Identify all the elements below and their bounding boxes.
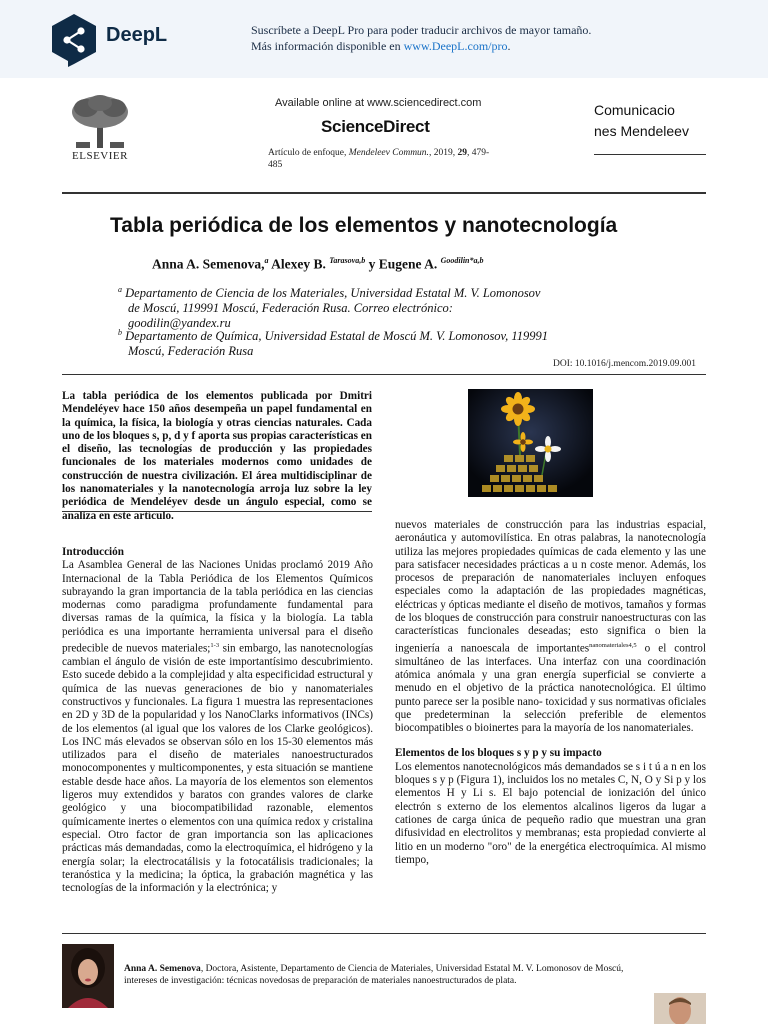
- citation-ref-1-3[interactable]: 1-3: [210, 642, 220, 650]
- affiliation-a: [118, 282, 638, 331]
- journal-name: [594, 100, 706, 155]
- publisher-name: ELSEVIER: [72, 150, 128, 162]
- author-3-affil: Goodilin*a,b: [440, 256, 484, 265]
- promo-line-2-suffix: .: [507, 39, 511, 53]
- deepl-pro-link[interactable]: www.DeepL.com/pro: [403, 39, 508, 53]
- affiliation-a-mark: a: [118, 285, 122, 294]
- author-email[interactable]: goodilin@yandex.ru: [128, 316, 231, 331]
- bio-author-text: , Doctora, Asistente, Departamento de Ciencia de Materiales, Universidad Estatal M. V. Lomonosov de Moscú, intereses de investigación: técnicas novedosas de preparación de materiales nanoestructurados de plata.: [124, 964, 624, 986]
- abstract-text: La tabla periódica de los elementos publicada por Dmitri Mendeléyev hace 150 años desempeña un papel fundamental en la química, la física, la biología y otras ciencias naturales. Cada uno de los bloques s, p, d y f aporta sus propias características en el diseño, las tecnologías de producción y las propiedades funcionales de los materiales modernos como unidades de construcción de nuestra civilización. El área multidisciplinar de los nanomateriales y la nanotecnología arroja luz sobre la ley periódica de Mendeléyev desde un ángulo especial, como se analiza en este artículo.: [62, 390, 372, 522]
- author-1-affil: a: [264, 256, 269, 265]
- promo-line-2-prefix: Más información disponible en: [251, 39, 404, 53]
- intro-text-part-1: La Asamblea General de las Naciones Unidas proclamó 2019 Año Internacional de la Tabla Periódica de los Elementos Químicos subrayando la gran importancia de la tabla periódica en las ciencias modernas como paradigma profundamente fundamental para diversas ramas de la química, la física y la biología. La tabla periódica es una importante herramienta universal para el diseño predecible de nuevos materiales;: [62, 559, 373, 655]
- affiliation-a-line-1: Departamento de Ciencia de los Materiales, Universidad Estatal M. V. Lomonosov: [125, 286, 541, 301]
- continuation-text-part-2: o el control simultáneo de las interfaces. Una interfaz con una coordinación atómica anómala y una gran energía superficial se convierte a menudo en el objetivo de la práctica nanotecnológica. El último punto parece ser la posible nano- toxicidad y sus normativas oficiales que predeterminan la selección preferible de elementos biocompatibles o bioinertes para la mayoría de los nanomateriales.: [395, 642, 706, 735]
- citation-year: , 2019,: [428, 148, 458, 158]
- sunflower-periodic-table-icon: [468, 389, 593, 497]
- citation-prefix: Artículo de enfoque,: [268, 148, 349, 158]
- sp-block-heading: Elementos de los bloques s y p y su impacto: [395, 747, 602, 760]
- footer-divider: [62, 933, 706, 934]
- affiliation-a-line-2: de Moscú, 119991 Moscú, Federación Rusa. Correo electrónico:: [128, 301, 453, 316]
- citation-journal: Mendeleev Commun.: [348, 148, 429, 158]
- introduction-paragraph: [62, 559, 373, 895]
- author-photo-semenova: [62, 944, 114, 1008]
- journal-name-line-1: Comunicacio: [594, 102, 675, 118]
- sciencedirect-logo: ScienceDirect: [321, 117, 430, 136]
- author-2: Alexey B.: [268, 256, 330, 272]
- available-online[interactable]: Available online at www.sciencedirect.com: [275, 97, 482, 109]
- abstract-bottom-divider: [62, 511, 372, 512]
- intro-text-part-2: sin embargo, las nanotecnologías cambian el ángulo de visión de este importantísimo descubrimiento. Esto sucede debido a la complejidad y alta especificidad estructural y química de las nuevas generaciones de bio y nanomateriales constructivos y funcionales. La figura 1 muestra las representaciones en 2D y 3D de la popularidad y los NanoClarks informativos (INCs) de los elementos (al igual que los valores de los Clarke geológicos). Los INC más elevados se observan sólo en los 15-30 elementos más utilizados para el diseño de materiales nanoestructurados monocomponentes y multicomponentes, y esta situación se mantiene estable desde hace años. La mayoría de los elementos son elementos ligeros muy extendidos y baratos con grandes valores de clarke geológico y una biocompatibilidad razonable, elementos químicamente inertes o elementos con una química redox y cristalina especial. Otro factor de gran importancia son las aplicaciones prácticas más demandadas, como la electroquímica, el hidrógeno y la energía solar; la electrocatálisis y la fotocatálisis tradicionales; la teranóstica y la medicina; la óptica, la grabación magnética y las tecnologías de la información y la electrónica; y: [62, 642, 373, 895]
- author-list: [152, 256, 484, 273]
- header-divider: [62, 192, 706, 194]
- citation-volume: 29: [457, 148, 467, 158]
- deepl-logo-icon[interactable]: [48, 12, 100, 68]
- deepl-banner: [0, 0, 768, 78]
- affiliation-b-line-2: Moscú, Federación Rusa: [128, 344, 254, 359]
- author-portrait-icon: [654, 993, 706, 1024]
- author-2-affil: Tarasova,b: [329, 256, 366, 265]
- deepl-brand[interactable]: DeepL: [106, 24, 168, 46]
- author-portrait-icon: [62, 944, 114, 1008]
- citation: [268, 147, 503, 171]
- promo-line-1: Suscríbete a DeepL Pro para poder traducir archivos de mayor tamaño.: [251, 23, 592, 37]
- body-column-right: [395, 519, 706, 867]
- promo-text: [251, 22, 591, 54]
- graphical-abstract-image: [468, 389, 593, 497]
- elsevier-tree-logo-icon: [66, 94, 134, 150]
- author-bio: [124, 963, 644, 987]
- sp-block-paragraph: Los elementos nanotecnológicos más demandados se s i t ú a n en los bloques s y p (Figura 1), incluidos los no metales C, N, O y Si p y los elementos H y Li s. El bajo potencial de ionización del único electrón s externo de los elementos alcalinos ligeros da lugar a cationes de carga única de pequeño radio que muestran una gran difusividad en electrolitos y membranas; esta propiedad convierte al litio en un moderno "oro" de la energética electroquímica. Al mismo tiempo,: [395, 760, 706, 866]
- body-column-left: [62, 546, 373, 895]
- journal-name-line-2: nes Mendeleev: [594, 123, 689, 139]
- introduction-heading: Introducción: [62, 546, 124, 558]
- bio-author-name: Anna A. Semenova: [124, 964, 201, 974]
- affiliation-b-mark: b: [118, 328, 122, 337]
- continuation-paragraph: [395, 519, 706, 735]
- abstract-divider: [62, 374, 706, 375]
- author-1: Anna A. Semenova,: [152, 256, 265, 272]
- affiliation-b: [118, 325, 638, 359]
- affiliation-b-line-1: Departamento de Química, Universidad Estatal de Moscú M. V. Lomonosov, 119991: [125, 329, 548, 344]
- paragraph-gap: [395, 735, 706, 747]
- promo-line-2: [251, 38, 591, 54]
- continuation-text-part-1: nuevos materiales de construcción para las industrias espacial, aeronáutica y automovilística. En otras palabras, la nanotecnología utiliza las mejores propiedades químicas de cada elemento y las une para satisfacer necesidades prácticas a u n coste menor. Además, los procesos de preparación de nanomateriales incluyen enfoques especiales como la adaptación de las propiedades magnéticas, eléctricas y ópticas mediante el diseño de motivos, tamaños y formas de los bloques de construcción para construir nanoestructuras con las características funcionales deseadas; esto significa o bien la ingeniería a nanoescala de importantes: [395, 519, 706, 655]
- doi[interactable]: DOI: 10.1016/j.mencom.2019.09.001: [553, 359, 697, 369]
- citation-pages: , 479-485: [268, 148, 490, 170]
- author-photo-tarasov: [654, 993, 706, 1024]
- article-title: Tabla periódica de los elementos y nanotecnología: [110, 214, 618, 237]
- citation-ref-4-5[interactable]: nanomateriales4,5: [589, 641, 637, 649]
- author-3: y Eugene A.: [365, 256, 441, 272]
